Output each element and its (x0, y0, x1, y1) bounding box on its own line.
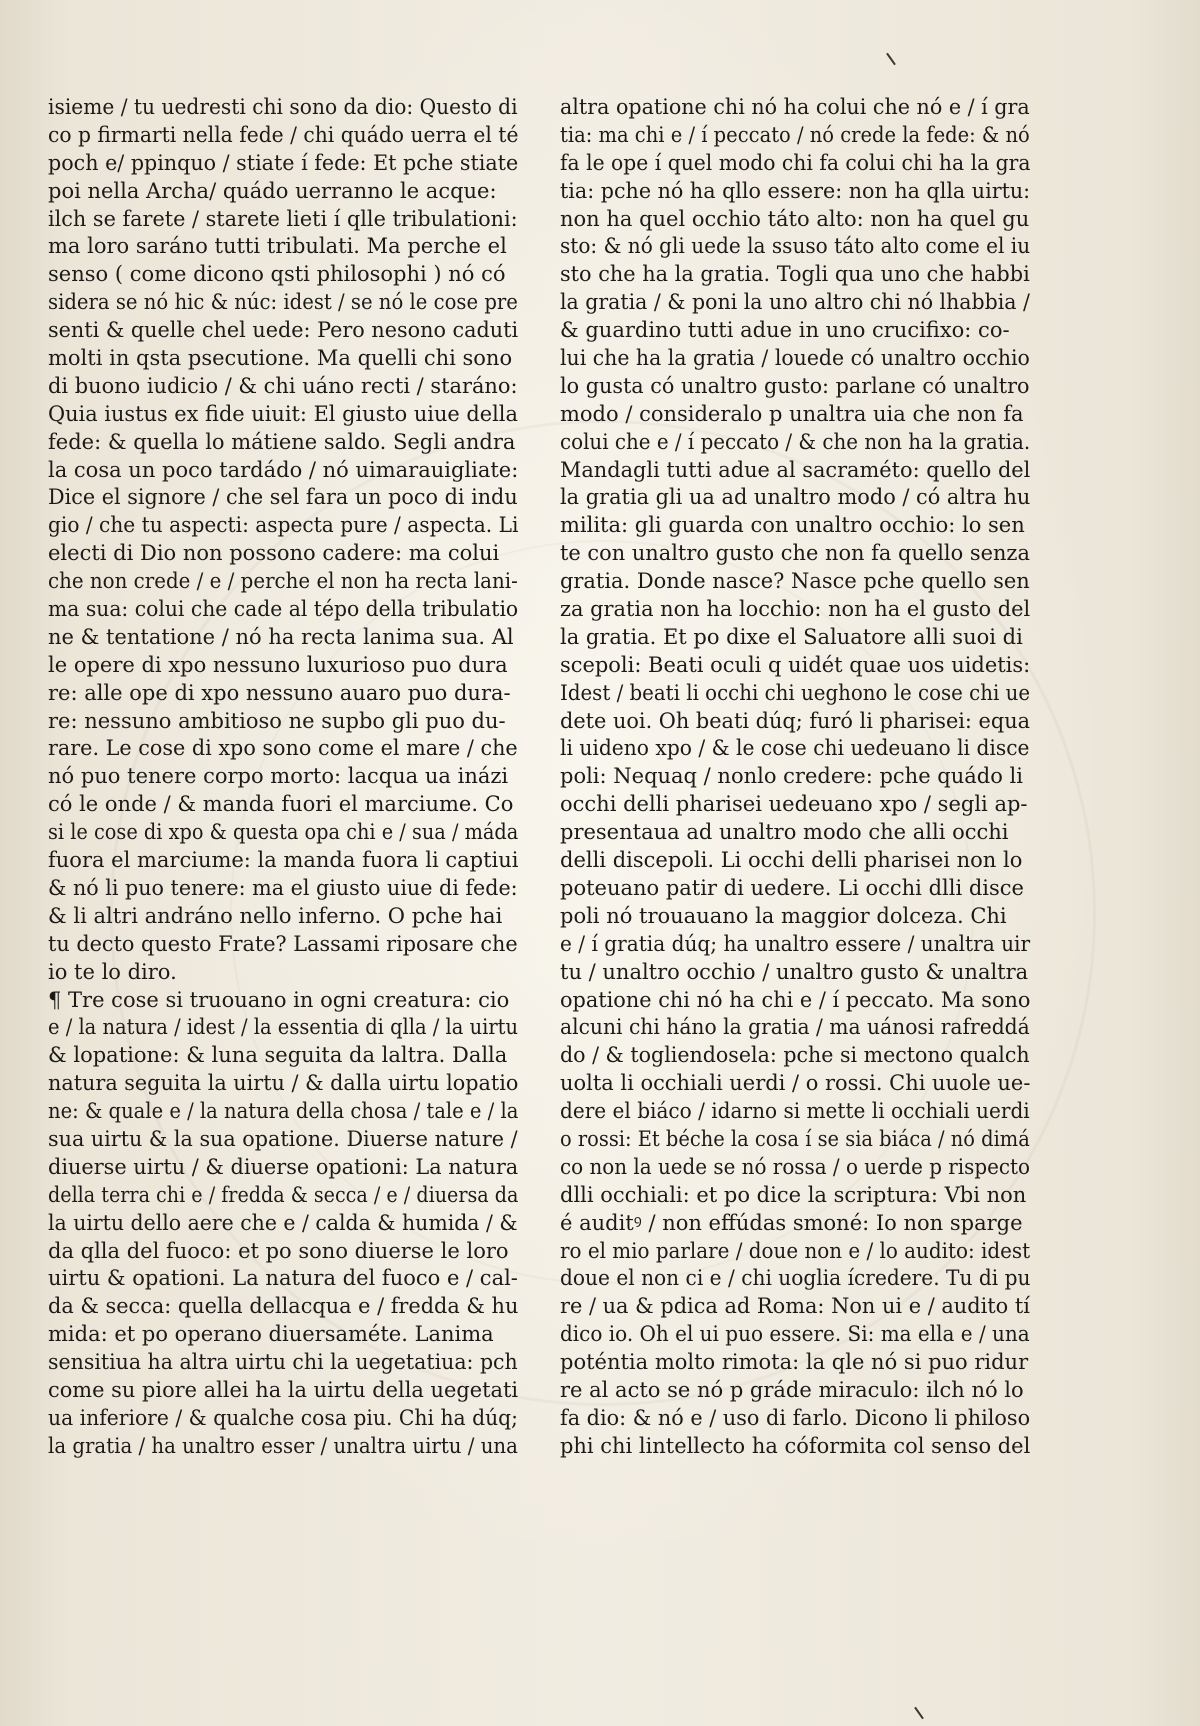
page-speck (886, 53, 896, 66)
text-line: poch e/ ppinquo / stiate í fede: Et pche stiate (48, 150, 519, 175)
text-line: la uirtu dello aere che e / calda & humida / & (48, 1210, 518, 1235)
text-line: dere el biáco / idarno si mette li occhiali uerdi (560, 1099, 1030, 1124)
text-line: do / & togliendosela: pche si mectono qualch (560, 1043, 1030, 1068)
text-line: poténtia molto rimota: la qle nó si puo ridur (560, 1350, 1029, 1375)
text-line: co non la uede se nó rossa / o uerde p rispecto (560, 1154, 1030, 1179)
text-line: dlli occhiali: et po dice la scriptura: Vbi non (560, 1182, 1027, 1207)
text-line: re / ua & pdica ad Roma: Non ui e / audito tí (560, 1294, 1030, 1319)
text-line: re al acto se nó p gráde miraculo: ilch nó lo (560, 1377, 1024, 1402)
text-line: & nó li puo tenere: ma el giusto uiue di fede: (48, 875, 518, 900)
text-line: li uideno xpo / & le cose chi uedeuano li disce (560, 736, 1030, 761)
text-line: Mandagli tutti adue al sacraméto: quello del (560, 457, 1031, 482)
text-line: natura seguita la uirtu / & dalla uirtu lopatio (48, 1071, 519, 1096)
text-line: Quia iustus ex fide uiuit: El giusto uiue della (48, 401, 518, 426)
text-line: ne & tentatione / nó ha recta lanima sua. Al (48, 624, 514, 649)
text-line: sto che ha la gratia. Togli qua uno che habbi (560, 262, 1030, 287)
text-line: e / í gratia dúq; ha unaltro essere / unaltra uir (560, 931, 1031, 956)
text-line: altra opatione chi nó ha colui che nó e / í gra (560, 95, 1030, 119)
text-line: mida: et po operano diuersaméte. Lanima (48, 1322, 494, 1347)
text-line: la gratia gli ua ad unaltro modo / có altra hu (560, 485, 1031, 510)
text-line: za gratia non ha locchio: non ha el gusto del (560, 597, 1031, 622)
text-line: ro el mio parlare / doue non e / lo audito: idest (560, 1238, 1031, 1263)
text-line: opatione chi nó ha chi e / í peccato. Ma sono (560, 987, 1031, 1012)
text-line: doue el non ci e / chi uoglia ícredere. Tu di pu (560, 1266, 1031, 1291)
text-line: lo gusta có unaltro gusto: parlane có unaltro (560, 373, 1030, 398)
text-line: sensitiua ha altra uirtu chi la uegetatiua: pch (48, 1350, 518, 1375)
text-line: tu / unaltro occhio / unaltro gusto & unaltra (560, 959, 1029, 984)
text-line: nó puo tenere corpo morto: lacqua ua inázi (48, 764, 509, 789)
text-line: fuora el marciume: la manda fuora li captiui (48, 848, 519, 873)
text-line: ne: & quale e / la natura della chosa / tale e / la (48, 1099, 519, 1124)
text-line: occhi delli pharisei uedeuano xpo / segli ap- (560, 792, 1028, 817)
text-line: tu decto questo Frate? Lassami riposare che (48, 931, 518, 956)
text-line: sidera se nó hic & núc: idest / se nó le cose pre (48, 290, 518, 315)
text-line: molti in qsta psecutione. Ma quelli chi sono (48, 346, 513, 371)
text-line: re: nessuno ambitioso ne supbo gli puo du- (48, 708, 506, 733)
text-line: electi di Dio non possono cadere: ma colui (48, 541, 500, 566)
text-line: ¶ Tre cose si truouano in ogni creatura: cio (48, 987, 510, 1012)
text-line: ma sua: colui che cade al tépo della tribulatio (48, 597, 519, 622)
text-line: tia: ma chi e / í peccato / nó crede la fede: & nó (560, 122, 1030, 147)
text-line: modo / consideralo p unaltra uia che non fa (560, 401, 1024, 426)
text-line: la gratia / & poni la uno altro chi nó lhabbia / (560, 290, 1030, 315)
text-line: lui che ha la gratia / louede có unaltro occhio (560, 346, 1030, 371)
text-line: si le cose di xpo & questa opa chi e / sua / máda (48, 820, 519, 845)
text-line: milita: gli guarda con unaltro occhio: lo sen (560, 513, 1025, 538)
text-line: da qlla del fuoco: et po sono diuerse le loro (48, 1238, 509, 1263)
text-line: re: alle ope di xpo nessuno auaro puo dura- (48, 680, 511, 705)
text-line: fede: & quella lo mátiene saldo. Segli andra (48, 429, 516, 454)
text-line: alcuni chi háno la gratia / ma uánosi rafreddá (560, 1015, 1030, 1040)
text-line: Idest / beati li occhi chi ueghono le cose chi ue (560, 680, 1031, 705)
page-speck (914, 1707, 924, 1720)
text-line: la gratia. Et po dixe el Saluatore alli suoi di (560, 624, 1023, 649)
text-line: senti & quelle chel uede: Pero nesono caduti (48, 318, 519, 343)
text-line: poli: Nequaq / nonlo credere: pche quádo li (560, 764, 1023, 789)
text-line: che non crede / e / perche el non ha recta lani- (48, 569, 518, 594)
text-line: fa dio: & nó e / uso di farlo. Dicono li philoso (560, 1405, 1031, 1430)
text-line: rare. Le cose di xpo sono come el mare / che (48, 736, 518, 761)
text-line: gio / che tu aspecti: aspecta pure / aspecta. Li (48, 513, 519, 538)
text-line: tia: pche nó ha qllo essere: non ha qlla uirtu: (560, 178, 1031, 203)
text-line: diuerse uirtu / & diuerse opationi: La natura (48, 1154, 519, 1179)
left-text-column (48, 94, 518, 1461)
text-line: ma loro saráno tutti tribulati. Ma perche el (48, 234, 507, 259)
right-text-column (560, 94, 1030, 1461)
text-line: colui che e / í peccato / & che non ha la gratia. (560, 429, 1031, 454)
text-line: scepoli: Beati oculi q uidét quae uos uidetis: (560, 652, 1031, 677)
text-line: fa le ope í quel modo chi fa colui chi ha la gra (560, 150, 1031, 175)
text-line: ua inferiore / & qualche cosa piu. Chi ha dúq; (48, 1405, 519, 1430)
text-line: della terra chi e / fredda & secca / e / diuersa da (48, 1182, 519, 1207)
text-line: te con unaltro gusto che non fa quello senza (560, 541, 1030, 566)
text-line: dete uoi. Oh beati dúq; furó li pharisei: equa (560, 708, 1031, 733)
text-line: sua uirtu & la sua opatione. Diuerse nature / (48, 1126, 518, 1151)
text-line: & guardino tutti adue in uno crucifixo: co- (560, 318, 1010, 343)
text-line: non ha quel occhio táto alto: non ha quel gu (560, 206, 1030, 231)
text-line: come su piore allei ha la uirtu della uegetati (48, 1377, 519, 1402)
text-line: co p firmarti nella fede / chi quádo uerra el té (48, 122, 519, 147)
text-line: poi nella Archa/ quádo uerranno le acque: (48, 178, 497, 203)
text-line: poteuano patir di uedere. Li occhi dlli disce (560, 875, 1024, 900)
text-line: Dice el signore / che sel fara un poco di indu (48, 485, 518, 510)
text-line: & li altri andráno nello inferno. O pche hai (48, 903, 503, 928)
text-line: la cosa un poco tardádo / nó uimarauigliate: (48, 457, 519, 482)
text-line: senso ( come dicono qsti philosophi ) nó có (48, 262, 506, 287)
text-line: & lopatione: & luna seguita da laltra. Dalla (48, 1043, 508, 1068)
text-line: uolta li occhiali uerdi / o rossi. Chi uuole ue- (560, 1071, 1031, 1096)
text-line: dico io. Oh el ui puo essere. Si: ma ella e / una (560, 1322, 1030, 1347)
text-line: phi chi lintellecto ha cóformita col senso del (560, 1433, 1031, 1458)
text-line: isieme / tu uedresti chi sono da dio: Questo di (48, 95, 518, 119)
text-line: é auditꝰ / non effúdas smoné: Io non sparge (560, 1210, 1023, 1235)
text-line: gratia. Donde nasce? Nasce pche quello sen (560, 569, 1030, 594)
text-line: poli nó trouauano la maggior dolceza. Chi (560, 903, 1007, 928)
text-line: e / la natura / idest / la essentia di qlla / la uirtu (48, 1015, 518, 1040)
text-line: presentaua ad unaltro modo che alli occhi (560, 820, 1009, 845)
text-line: delli discepoli. Li occhi delli pharisei non lo (560, 848, 1023, 873)
text-line: da & secca: quella dellacqua e / fredda & hu (48, 1294, 519, 1319)
text-line: la gratia / ha unaltro esser / unaltra uirtu / una (48, 1433, 518, 1458)
text-line: có le onde / & manda fuori el marciume. Co (48, 792, 514, 817)
text-line: di buono iudicio / & chi uáno recti / staráno: (48, 373, 518, 398)
text-line: io te lo diro. (48, 959, 177, 984)
text-line: ilch se farete / starete lieti í qlle tribulationi: (48, 206, 518, 231)
text-line: uirtu & opationi. La natura del fuoco e / cal- (48, 1266, 518, 1291)
text-line: le opere di xpo nessuno luxurioso puo dura (48, 652, 508, 677)
text-line: sto: & nó gli uede la ssuso táto alto come el iu (560, 234, 1031, 259)
text-line: o rossi: Et béche la cosa í se sia biáca / nó dimá (560, 1126, 1030, 1151)
